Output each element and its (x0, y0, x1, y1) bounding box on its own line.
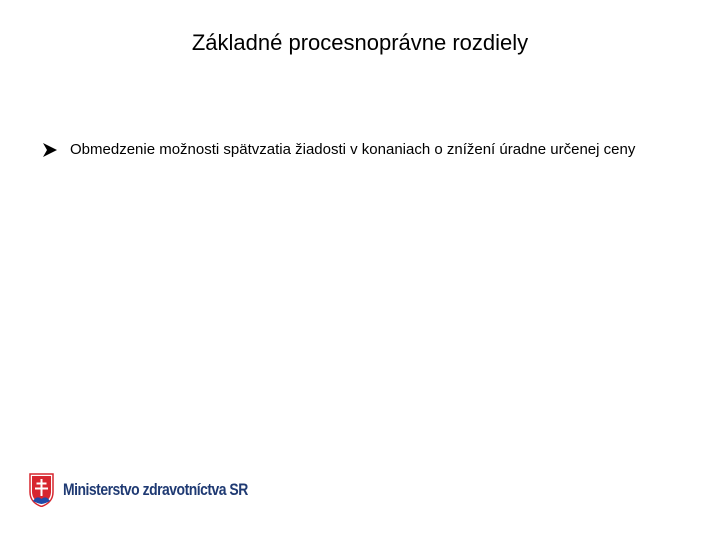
bullet-item (42, 139, 662, 161)
slovak-coat-of-arms-icon (29, 473, 54, 507)
ministry-logo (29, 473, 288, 507)
ministry-name: Ministerstvo zdravotníctva SR (63, 480, 248, 499)
bullet-text: Obmedzenie možnosti spätvzatia žiadosti v konaniach o znížení úradne určenej ceny (70, 141, 636, 158)
slide-title: Základné procesnoprávne rozdiely (191, 30, 529, 55)
bullet-list (42, 139, 662, 161)
arrowhead-bullet-icon (42, 142, 58, 158)
